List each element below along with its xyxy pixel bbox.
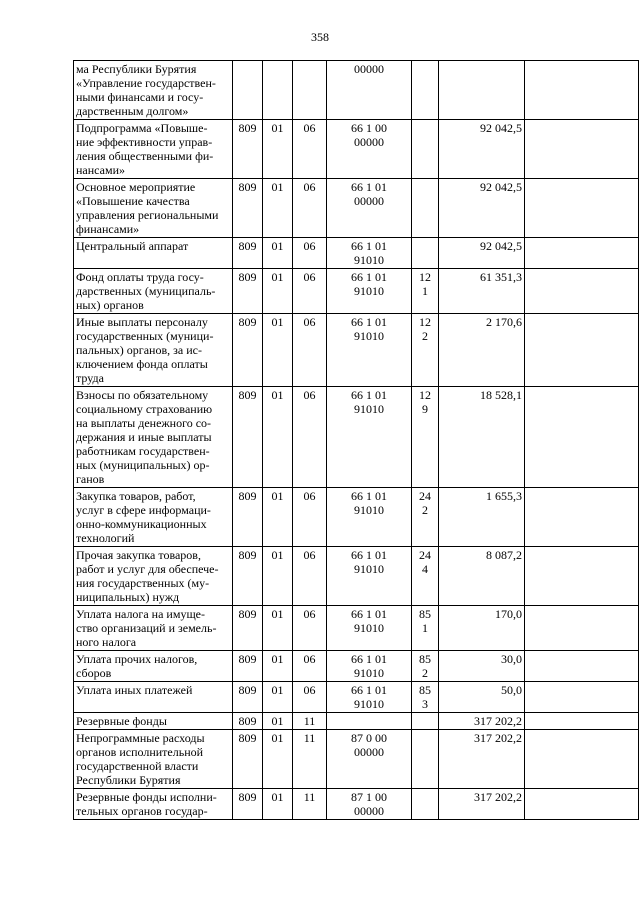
department-code-cell: 809 [233,713,263,730]
expense-name-cell: Фонд оплаты труда госу- дарственных (муниципаль- ных) органов [74,269,233,314]
subsection-code-cell: 06 [293,120,327,179]
section-code-cell: 01 [263,387,293,488]
expense-name-cell: Непрограммные расходы органов исполнительной государственной власти Республики Бурятия [74,730,233,789]
budget-table [73,60,639,820]
subsection-code-cell: 06 [293,269,327,314]
expense-name-cell: Резервные фонды исполни- тельных органов государ- [74,789,233,820]
extra-cell [525,547,639,606]
subsection-code-cell: 06 [293,682,327,713]
section-code-cell: 01 [263,314,293,387]
extra-cell [525,730,639,789]
target-article-cell: 66 1 01 91010 [327,387,412,488]
table-row [74,179,639,238]
table-row [74,61,639,120]
target-article-cell: 87 0 00 00000 [327,730,412,789]
amount-cell: 92 042,5 [439,238,525,269]
page-number: 358 [311,30,329,44]
expense-type-cell: 85 2 [412,651,439,682]
target-article-cell: 66 1 01 91010 [327,488,412,547]
extra-cell [525,682,639,713]
subsection-code-cell: 06 [293,488,327,547]
amount-cell: 2 170,6 [439,314,525,387]
target-article-cell: 66 1 01 00000 [327,179,412,238]
expense-name-cell: Закупка товаров, работ, услуг в сфере информаци- онно-коммуникационных технологий [74,488,233,547]
section-code-cell: 01 [263,269,293,314]
department-code-cell: 809 [233,651,263,682]
table-body [74,61,639,820]
amount-cell: 50,0 [439,682,525,713]
expense-name-cell: ма Республики Бурятия «Управление государствен- ными финансами и госу- дарственным долгом» [74,61,233,120]
subsection-code-cell: 06 [293,179,327,238]
target-article-cell: 66 1 01 91010 [327,606,412,651]
expense-type-cell [412,730,439,789]
table-row [74,651,639,682]
expense-name-cell: Основное мероприятие «Повышение качества управления региональными финансами» [74,179,233,238]
target-article-cell: 66 1 00 00000 [327,120,412,179]
expense-type-cell: 85 3 [412,682,439,713]
amount-cell: 317 202,2 [439,730,525,789]
section-code-cell: 01 [263,730,293,789]
amount-cell: 92 042,5 [439,120,525,179]
table-row [74,488,639,547]
extra-cell [525,789,639,820]
department-code-cell: 809 [233,547,263,606]
subsection-code-cell: 06 [293,651,327,682]
section-code-cell [263,61,293,120]
subsection-code-cell [293,61,327,120]
target-article-cell: 87 1 00 00000 [327,789,412,820]
expense-name-cell: Резервные фонды [74,713,233,730]
expense-name-cell: Иные выплаты персоналу государственных (муници- пальных) органов, за ис- ключением фонда оплаты труда [74,314,233,387]
department-code-cell: 809 [233,682,263,713]
section-code-cell: 01 [263,488,293,547]
amount-cell: 92 042,5 [439,179,525,238]
expense-type-cell: 85 1 [412,606,439,651]
target-article-cell: 66 1 01 91010 [327,682,412,713]
table-row [74,682,639,713]
section-code-cell: 01 [263,789,293,820]
table-row [74,238,639,269]
expense-type-cell [412,61,439,120]
expense-name-cell: Центральный аппарат [74,238,233,269]
extra-cell [525,120,639,179]
expense-name-cell: Взносы по обязательному социальному страхованию на выплаты денежного со- держания и иные выплаты работникам государствен- ных (муниципальных) ор- ганов [74,387,233,488]
extra-cell [525,314,639,387]
department-code-cell [233,61,263,120]
expense-type-cell [412,713,439,730]
expense-name-cell: Уплата прочих налогов, сборов [74,651,233,682]
target-article-cell: 66 1 01 91010 [327,269,412,314]
target-article-cell: 66 1 01 91010 [327,314,412,387]
table-row [74,730,639,789]
section-code-cell: 01 [263,606,293,651]
section-code-cell: 01 [263,682,293,713]
extra-cell [525,61,639,120]
amount-cell: 317 202,2 [439,789,525,820]
extra-cell [525,651,639,682]
department-code-cell: 809 [233,606,263,651]
subsection-code-cell: 06 [293,547,327,606]
amount-cell: 1 655,3 [439,488,525,547]
extra-cell [525,269,639,314]
department-code-cell: 809 [233,789,263,820]
target-article-cell [327,713,412,730]
extra-cell [525,179,639,238]
expense-type-cell [412,120,439,179]
table-row [74,120,639,179]
department-code-cell: 809 [233,120,263,179]
extra-cell [525,238,639,269]
target-article-cell: 66 1 01 91010 [327,547,412,606]
target-article-cell: 66 1 01 91010 [327,651,412,682]
subsection-code-cell: 06 [293,606,327,651]
department-code-cell: 809 [233,730,263,789]
expense-name-cell: Уплата налога на имуще- ство организаций и земель- ного налога [74,606,233,651]
extra-cell [525,606,639,651]
amount-cell: 30,0 [439,651,525,682]
expense-name-cell: Прочая закупка товаров, работ и услуг для обеспече- ния государственных (му- ниципальных) нужд [74,547,233,606]
target-article-cell: 00000 [327,61,412,120]
target-article-cell: 66 1 01 91010 [327,238,412,269]
amount-cell [439,61,525,120]
department-code-cell: 809 [233,238,263,269]
amount-cell: 8 087,2 [439,547,525,606]
table-row [74,314,639,387]
expense-type-cell: 12 9 [412,387,439,488]
section-code-cell: 01 [263,547,293,606]
expense-name-cell: Подпрограмма «Повыше- ние эффективности управ- ления общественными фи- нансами» [74,120,233,179]
table-row [74,713,639,730]
section-code-cell: 01 [263,120,293,179]
table-row [74,269,639,314]
expense-type-cell [412,789,439,820]
expense-type-cell [412,238,439,269]
department-code-cell: 809 [233,314,263,387]
extra-cell [525,387,639,488]
extra-cell [525,488,639,547]
amount-cell: 170,0 [439,606,525,651]
extra-cell [525,713,639,730]
amount-cell: 18 528,1 [439,387,525,488]
department-code-cell: 809 [233,269,263,314]
table-row [74,789,639,820]
table-row [74,606,639,651]
section-code-cell: 01 [263,238,293,269]
amount-cell: 317 202,2 [439,713,525,730]
section-code-cell: 01 [263,651,293,682]
department-code-cell: 809 [233,488,263,547]
section-code-cell: 01 [263,713,293,730]
subsection-code-cell: 11 [293,713,327,730]
expense-type-cell [412,179,439,238]
subsection-code-cell: 06 [293,314,327,387]
subsection-code-cell: 06 [293,387,327,488]
expense-type-cell: 12 2 [412,314,439,387]
expense-type-cell: 24 4 [412,547,439,606]
amount-cell: 61 351,3 [439,269,525,314]
subsection-code-cell: 06 [293,238,327,269]
subsection-code-cell: 11 [293,789,327,820]
department-code-cell: 809 [233,387,263,488]
table-row [74,547,639,606]
department-code-cell: 809 [233,179,263,238]
expense-name-cell: Уплата иных платежей [74,682,233,713]
table-row [74,387,639,488]
expense-type-cell: 12 1 [412,269,439,314]
section-code-cell: 01 [263,179,293,238]
subsection-code-cell: 11 [293,730,327,789]
expense-type-cell: 24 2 [412,488,439,547]
